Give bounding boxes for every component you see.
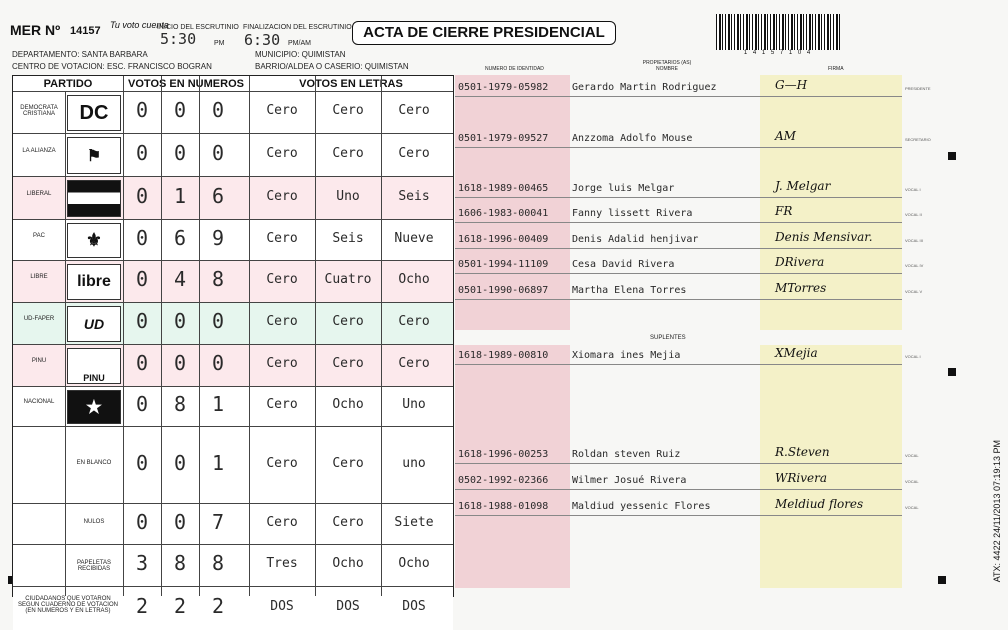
- suplentes-label: SUPLENTES: [650, 335, 686, 341]
- vote-digit: 1: [173, 183, 187, 208]
- vote-digit: 0: [211, 309, 225, 333]
- vote-word: Nueve: [394, 230, 434, 246]
- vote-digit: 0: [135, 392, 149, 416]
- member-role: VOCAL I: [905, 354, 921, 359]
- member-id: 1618-1989-00810: [458, 350, 549, 361]
- member-role: VOCAL II: [905, 212, 922, 217]
- member-id: 1618-1996-00409: [458, 234, 549, 245]
- vote-word: Cero: [266, 145, 298, 161]
- vote-word: Cero: [398, 314, 430, 329]
- member-name: Gerardo Martin Rodriguez: [572, 82, 717, 93]
- vote-word: Cuatro: [324, 272, 372, 287]
- member-name: Xiomara ines Mejia: [572, 350, 681, 361]
- departamento: DEPARTAMENTO: SANTA BARBARA: [12, 50, 148, 59]
- col-votos-letras: VOTOS EN LETRAS: [299, 78, 403, 90]
- vote-word: Uno: [336, 188, 360, 204]
- barcode: [716, 14, 840, 50]
- member-role: VOCAL V: [905, 289, 923, 294]
- registration-mark: [938, 576, 946, 584]
- entry-line: [455, 273, 902, 274]
- member-signature: AM: [775, 129, 796, 143]
- total-digit: 0: [173, 450, 187, 475]
- vote-digit: 0: [135, 183, 149, 208]
- party-name: LIBERAL: [26, 190, 52, 197]
- member-name: Roldan steven Ruiz: [572, 449, 681, 460]
- total-digit: 0: [135, 509, 149, 534]
- party-logo: PINU: [67, 348, 121, 384]
- total-word: Cero: [332, 455, 364, 471]
- total-word: DOS: [336, 598, 360, 614]
- member-role: VOCAL: [905, 505, 919, 510]
- member-name: Denis Adalid henjivar: [572, 234, 699, 245]
- member-signature: XMejia: [775, 346, 818, 360]
- vote-digit: 0: [211, 140, 225, 165]
- total-digit: 2: [211, 593, 225, 618]
- atx-stamp: ATX: 4422 24/11/2013 07:19:13 PM: [992, 440, 1002, 583]
- member-signature: G—H: [775, 78, 808, 92]
- total-label: CIUDADANOS QUE VOTARON SEGUN CUADERNO DE VOTACION (EN NUMEROS Y EN LETRAS): [18, 595, 118, 614]
- entry-line: [455, 197, 902, 198]
- party-name: PAC: [33, 232, 45, 239]
- inicio-unit: PM: [214, 40, 225, 47]
- member-signature: FR: [775, 204, 793, 218]
- total-digit: 2: [135, 593, 149, 618]
- total-label: PAPELETAS RECIBIDAS: [76, 560, 112, 572]
- column-divider: [65, 91, 66, 596]
- vote-word: Uno: [402, 397, 426, 412]
- col-votos-numeros: VOTOS EN NUMEROS: [128, 78, 244, 90]
- entry-line: [455, 248, 902, 249]
- vote-digit: 8: [211, 267, 225, 291]
- party-logo: [67, 223, 121, 258]
- fleur-icon: ⚜: [85, 230, 103, 250]
- total-digit: 1: [211, 450, 225, 475]
- col-nombre: PROPIETARIOS (AS) NOMBRE: [642, 60, 692, 72]
- party-logo: libre: [67, 264, 121, 300]
- vote-digit: 1: [211, 392, 225, 416]
- member-name: Maldiud yessenic Flores: [572, 501, 711, 512]
- flag-icon: ⚑: [86, 147, 102, 165]
- vote-word: Cero: [398, 356, 430, 371]
- vote-digit: 0: [135, 98, 149, 122]
- total-label: EN BLANCO: [76, 459, 112, 466]
- vote-word: Ocho: [398, 272, 430, 287]
- total-word: uno: [402, 455, 426, 471]
- vote-word: Seis: [398, 188, 430, 204]
- vote-digit: 8: [173, 392, 187, 416]
- total-word: DOS: [270, 598, 294, 614]
- star-icon: ★: [85, 396, 103, 417]
- member-role: VOCAL IV: [905, 263, 924, 268]
- entry-line: [455, 147, 902, 148]
- col-identidad: NUMERO DE IDENTIDAD: [485, 66, 544, 72]
- entry-line: [455, 489, 902, 490]
- vote-word: Cero: [332, 103, 364, 118]
- vote-word: Cero: [266, 188, 298, 204]
- vote-word: Cero: [332, 145, 364, 161]
- party-logo: DC: [67, 95, 121, 131]
- member-id: 0502-1992-02366: [458, 475, 549, 486]
- member-id: 1618-1989-00465: [458, 183, 549, 194]
- centro-votacion: CENTRO DE VOTACION: ESC. FRANCISCO BOGRAN: [12, 62, 212, 71]
- total-word: Cero: [266, 455, 298, 471]
- vote-word: Cero: [266, 230, 298, 246]
- inicio-value: 5:30: [160, 30, 197, 48]
- member-name: Fanny lissett Rivera: [572, 208, 693, 219]
- party-name: DEMOCRATA CRISTIANA: [20, 105, 58, 117]
- total-word: Ocho: [332, 556, 364, 571]
- member-name: Martha Elena Torres: [572, 285, 687, 296]
- vote-word: Cero: [266, 272, 298, 287]
- final-label: FINALIZACION DEL ESCRUTINIO: [243, 24, 352, 31]
- col-partido: PARTIDO: [43, 78, 93, 90]
- member-signature: MTorres: [775, 281, 827, 295]
- member-id: 0501-1994-11109: [458, 259, 549, 270]
- total-word: Siete: [394, 514, 434, 530]
- vote-word: Cero: [266, 397, 298, 412]
- entry-line: [455, 364, 902, 365]
- total-digit: 8: [211, 551, 225, 575]
- vote-word: Cero: [266, 356, 298, 371]
- entry-line: [455, 463, 902, 464]
- member-role: VOCAL: [905, 479, 919, 484]
- member-id: 0501-1990-06897: [458, 285, 549, 296]
- vote-digit: 6: [211, 183, 225, 208]
- party-logo: [67, 390, 121, 424]
- municipio: MUNICIPIO: QUIMISTAN: [255, 50, 346, 59]
- signature-field-bg: [760, 345, 902, 588]
- vote-word: Cero: [266, 103, 298, 118]
- total-digit: 0: [135, 450, 149, 475]
- final-unit: PM/AM: [288, 40, 311, 47]
- total-word: DOS: [402, 598, 426, 614]
- entry-line: [455, 222, 902, 223]
- member-signature: WRivera: [775, 471, 827, 485]
- vote-digit: 0: [173, 98, 187, 122]
- vote-digit: 0: [135, 309, 149, 333]
- vote-word: Cero: [332, 314, 364, 329]
- vote-digit: 0: [135, 225, 149, 250]
- total-digit: 7: [211, 509, 225, 534]
- member-id: 1618-1996-00253: [458, 449, 549, 460]
- vote-digit: 4: [173, 267, 187, 291]
- votes-table: [12, 75, 454, 618]
- inicio-label: INICIO DEL ESCRUTINIO: [157, 24, 239, 31]
- vote-word: Ocho: [332, 397, 364, 412]
- member-id: 0501-1979-09527: [458, 133, 549, 144]
- vote-word: Cero: [332, 356, 364, 371]
- party-name: PINU: [31, 358, 47, 364]
- barcode-number: 1 4 1 5 7 1 0 4: [743, 50, 813, 56]
- registration-mark: [948, 368, 956, 376]
- total-word: Ocho: [398, 556, 430, 571]
- id-field-bg: [455, 345, 570, 588]
- member-signature: R.Steven: [775, 445, 830, 459]
- member-signature: DRivera: [775, 255, 825, 269]
- member-role: SECRETARIO: [905, 137, 931, 142]
- barrio: BARRIO/ALDEA O CASERIO: QUIMISTAN: [255, 62, 409, 71]
- total-word: Cero: [266, 514, 298, 530]
- registration-mark: [948, 152, 956, 160]
- party-name: LIBRE: [30, 274, 48, 280]
- member-role: VOCAL III: [905, 238, 923, 243]
- vote-digit: 0: [173, 309, 187, 333]
- member-role: VOCAL I: [905, 187, 921, 192]
- member-name: Jorge luis Melgar: [572, 183, 675, 194]
- total-label: NULOS: [83, 518, 105, 525]
- member-name: Cesa David Rivera: [572, 259, 675, 270]
- total-digit: 3: [135, 551, 149, 575]
- party-logo: [67, 180, 121, 217]
- total-word: Tres: [266, 556, 298, 571]
- vote-digit: 9: [211, 225, 225, 250]
- document-title: ACTA DE CIERRE PRESIDENCIAL: [352, 21, 616, 45]
- member-signature: J. Melgar: [775, 179, 831, 193]
- vote-word: Cero: [398, 145, 430, 161]
- vote-word: Cero: [266, 314, 298, 329]
- member-name: Anzzoma Adolfo Mouse: [572, 133, 693, 144]
- member-role: VOCAL: [905, 453, 919, 458]
- vote-digit: 0: [211, 351, 225, 375]
- vote-digit: 0: [173, 351, 187, 375]
- vote-word: Seis: [332, 230, 364, 246]
- vote-digit: 0: [135, 267, 149, 291]
- total-digit: 2: [173, 593, 187, 618]
- member-id: 1618-1988-01098: [458, 501, 549, 512]
- party-name: NACIONAL: [23, 399, 55, 405]
- logo-text: Tu voto cuenta: [110, 20, 169, 30]
- mer-number: 14157: [70, 25, 101, 37]
- final-value: 6:30: [244, 31, 281, 49]
- member-signature: Meldiud flores: [775, 497, 864, 511]
- vote-digit: 0: [135, 351, 149, 375]
- vote-digit: 6: [173, 225, 187, 250]
- entry-line: [455, 299, 902, 300]
- member-name: Wilmer Josué Rivera: [572, 475, 687, 486]
- party-logo: [67, 137, 121, 174]
- col-firma: FIRMA: [828, 66, 844, 72]
- vote-digit: 0: [211, 98, 225, 122]
- member-signature: Denis Mensivar.: [775, 230, 873, 244]
- vote-digit: 0: [173, 140, 187, 165]
- party-logo: UD: [67, 306, 121, 342]
- total-word: Cero: [332, 514, 364, 530]
- member-id: 1606-1983-00041: [458, 208, 549, 219]
- entry-line: [455, 515, 902, 516]
- party-name: UD-FAPER: [23, 316, 55, 322]
- mer-label: MER Nº: [10, 22, 61, 38]
- vote-word: Cero: [398, 103, 430, 118]
- member-role: PRESIDENTE: [905, 86, 931, 91]
- total-digit: 0: [173, 509, 187, 534]
- member-id: 0501-1979-05982: [458, 82, 549, 93]
- entry-line: [455, 96, 902, 97]
- party-name: LA ALIANZA: [22, 147, 56, 154]
- vote-digit: 0: [135, 140, 149, 165]
- total-digit: 8: [173, 551, 187, 575]
